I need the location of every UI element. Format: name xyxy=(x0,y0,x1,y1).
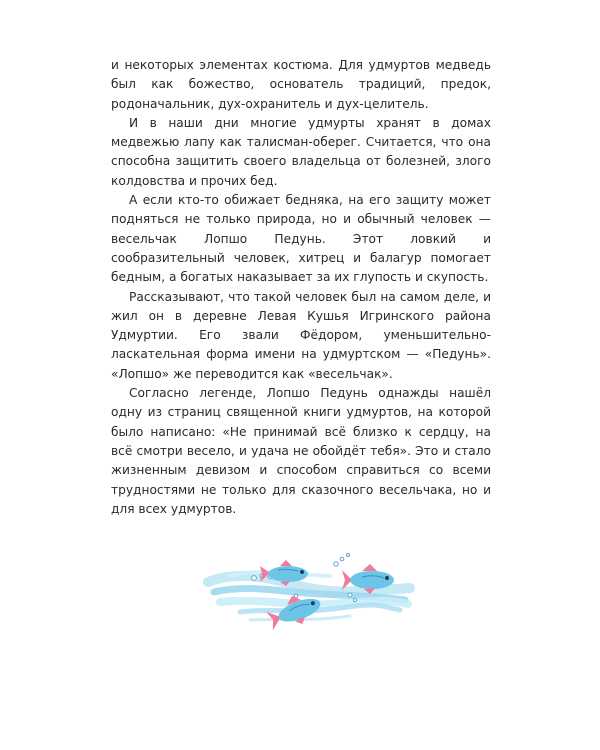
paragraph-5: Согласно легенде, Лопшо Педунь однажды нашёл одну из страниц священной книги удмуртов, на которой было написано: «Не принимай всё близко к сердцу, на всё смотри весело, и удача не обойдёт тебя». Это и стало жизненным девизом и способом справиться со всеми трудностями не только для сказочного весельчака, но и для всех удмуртов. xyxy=(111,386,491,516)
paragraph-2: И в наши дни многие удмурты хранят в домах медвежью лапу как талисман-оберег. Считается, что она способна защитить своего владельца от болезней, злого колдовства и прочих бед. xyxy=(111,115,491,188)
fish-illustration xyxy=(200,548,420,648)
paragraph-3: А если кто-то обижает бедняка, на его защиту может подняться не только природа, но и обычный человек — весельчак Лопшо Педунь. Этот ловкий и сообразительный человек, хитрец и балагур помогает бедным, а богатых наказывает за их глупость и скупость. xyxy=(111,193,491,285)
body-text xyxy=(111,56,491,519)
paragraph-1: и некоторых элементах костюма. Для удмуртов медведь был как божество, основатель традиций, предок, родоначальник, дух-охранитель и дух-целитель. xyxy=(111,58,491,111)
paragraph-4: Рассказывают, что такой человек был на самом деле, и жил он в деревне Левая Кушья Игринского района Удмуртии. Его звали Фёдором, уменьшительно-ласкательная форма имени на удмуртском — «Педунь». «Лопшо» же переводится как «весельчак». xyxy=(111,289,491,381)
